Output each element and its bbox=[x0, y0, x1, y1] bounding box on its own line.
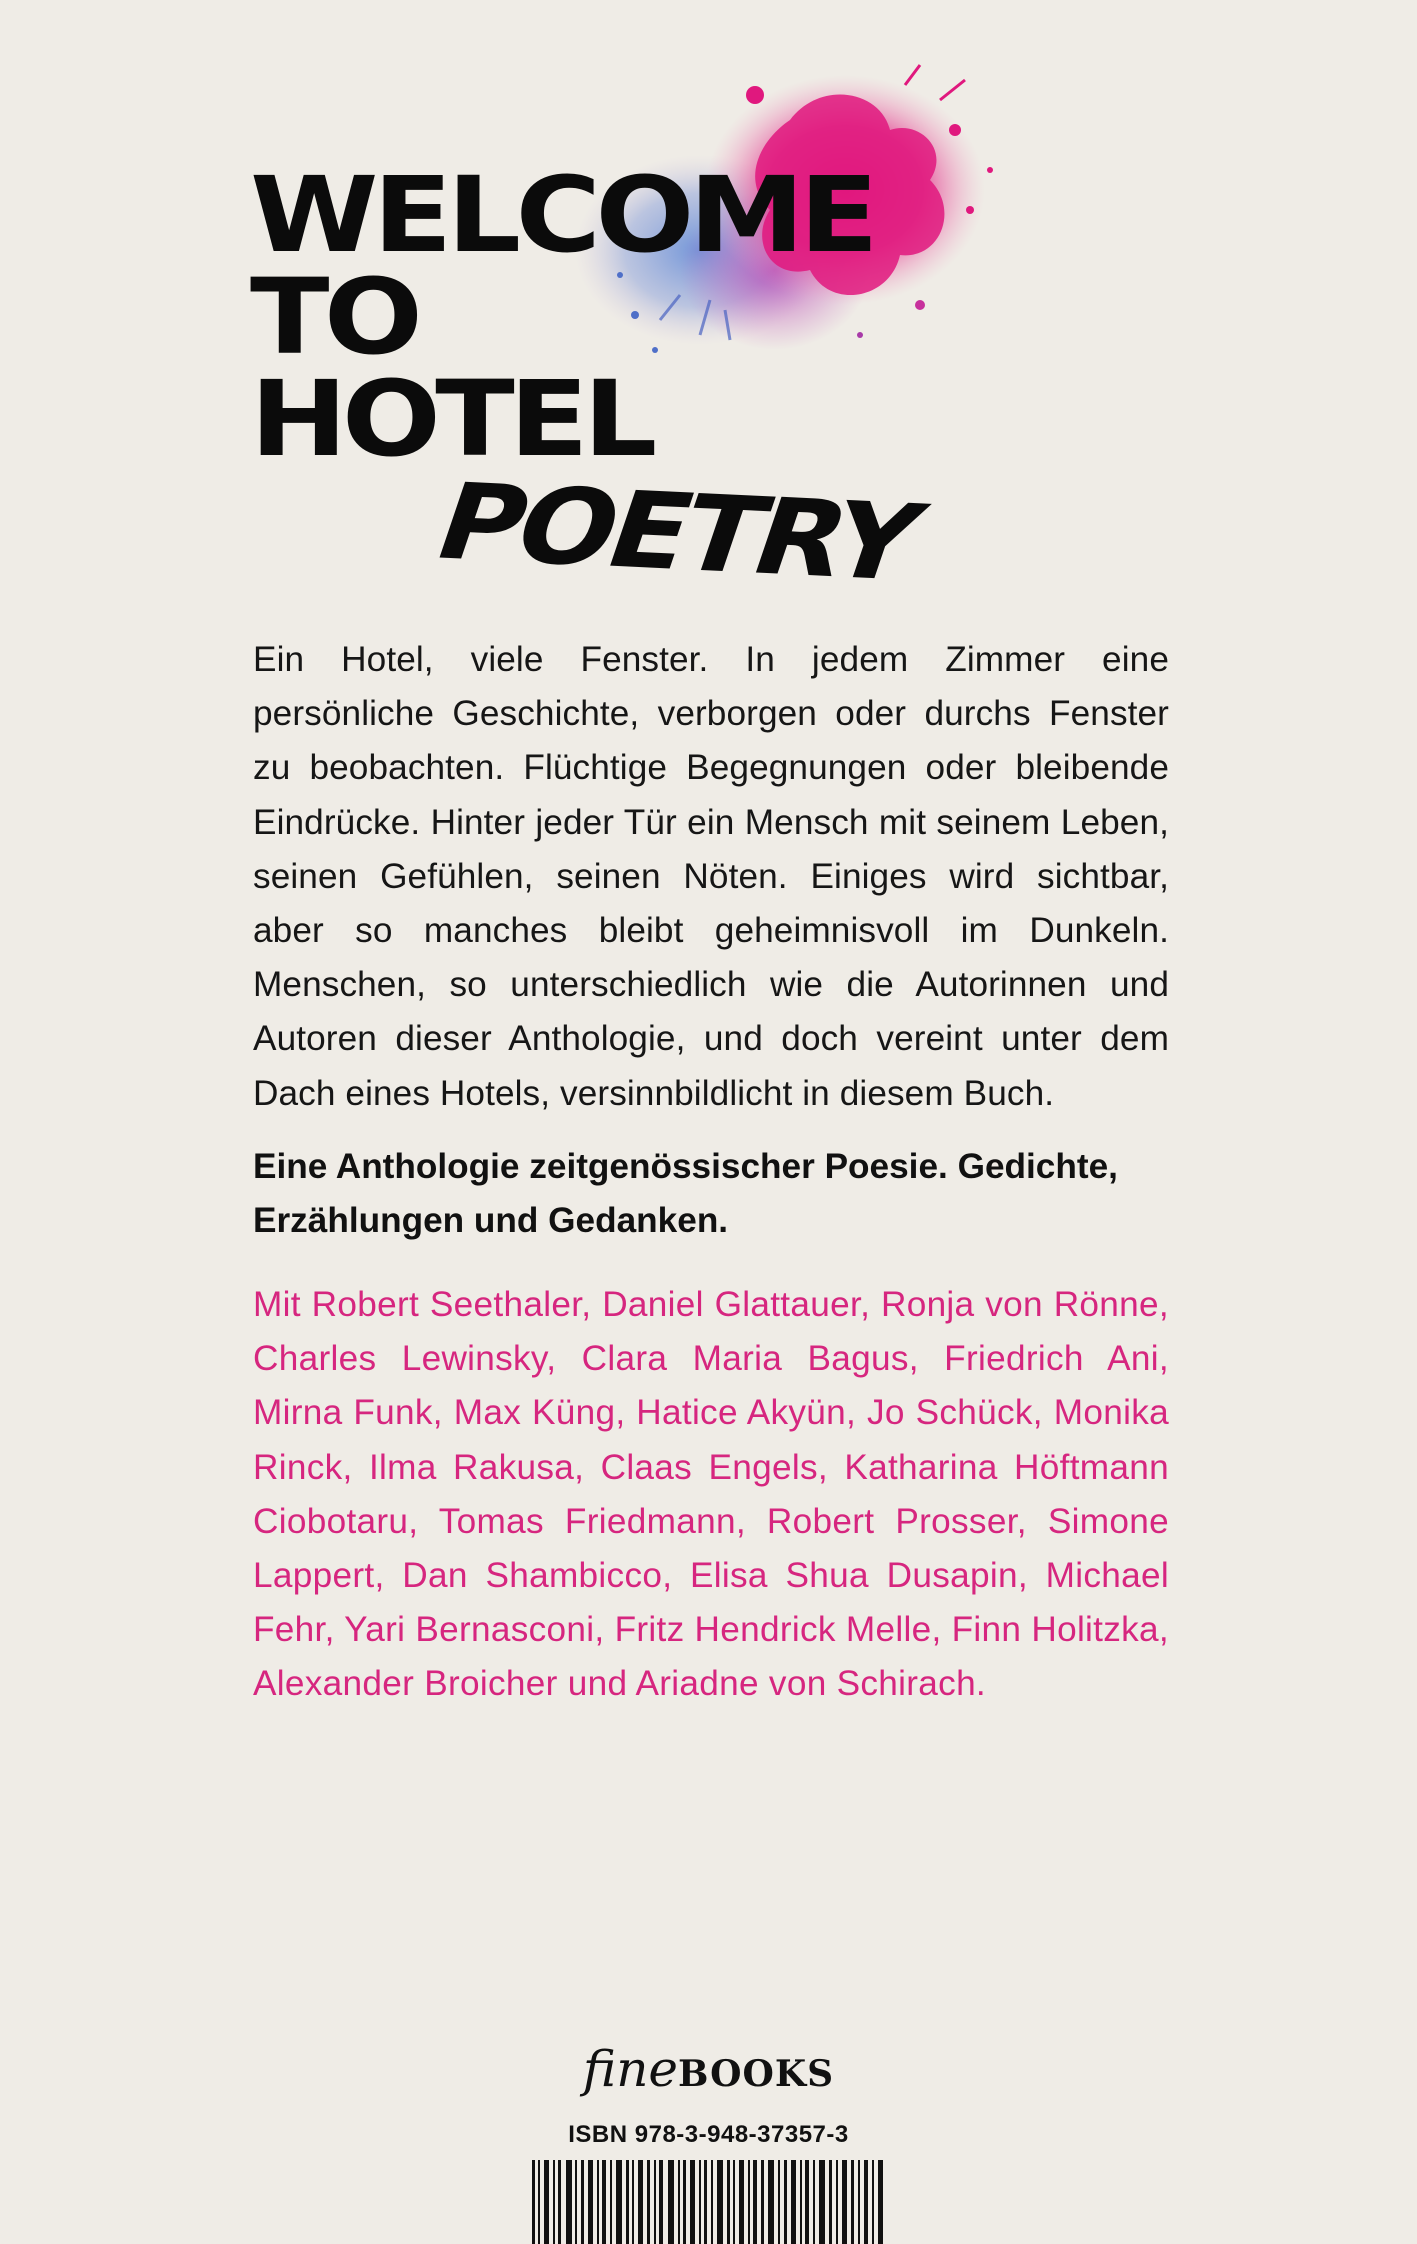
publisher-logo-fine: fine bbox=[582, 2040, 679, 2098]
title-line-4: POETRY bbox=[420, 459, 933, 605]
title-line-3: HOTEL bbox=[250, 357, 652, 480]
isbn-number: ISBN 978-3-948-37357-3 bbox=[568, 2121, 849, 2148]
publisher-logo-books: BOOKS bbox=[678, 2053, 835, 2095]
tagline: Eine Anthologie zeitgenössischer Poesie. Gedichte, Erzählungen und Gedanken. bbox=[253, 1147, 1118, 1240]
blurb-paragraph: Ein Hotel, viele Fenster. In jedem Zimmer eine persönliche Geschichte, verborgen oder durchs Fenster zu beobachten. Flüchtige Begegnungen oder bleibende Eindrücke. Hinter jeder Tür ein Mensch mit seinem Leben, seinen Gefühlen, seinen Nöten. Einiges wird sichtbar, aber so manches bleibt geheimnisvoll im Dunkeln. Menschen, so unterschiedlich wie die Autorinnen und Autoren dieser Anthologie, und doch vereint unter dem Dach eines Hotels, versinnbildlicht in diesem Buch. bbox=[253, 640, 1169, 1113]
barcode bbox=[528, 2160, 888, 2244]
author-list: Mit Robert Seethaler, Daniel Glattauer, Ronja von Rönne, Charles Lewinsky, Clara Maria Bagus, Friedrich Ani, Mirna Funk, Max Küng, Hatice Akyün, Jo Schück, Monika Rinck, Ilma Rakusa, Claas Engels, Katharina Höftmann Ciobotaru, Tomas Friedmann, Robert Prosser, Simone Lappert, Dan Shambicco, Elisa Shua Dusapin, Michael Fehr, Yari Bernasconi, Fritz Hendrick Melle, Finn Holitzka, Alexander Broicher und Ariadne von Schirach. bbox=[253, 1285, 1169, 1704]
book-title bbox=[250, 154, 933, 605]
title-line-1: WELCOME bbox=[250, 154, 874, 276]
publisher-logo bbox=[0, 2040, 1417, 2098]
title-line-2: TO bbox=[250, 255, 418, 378]
